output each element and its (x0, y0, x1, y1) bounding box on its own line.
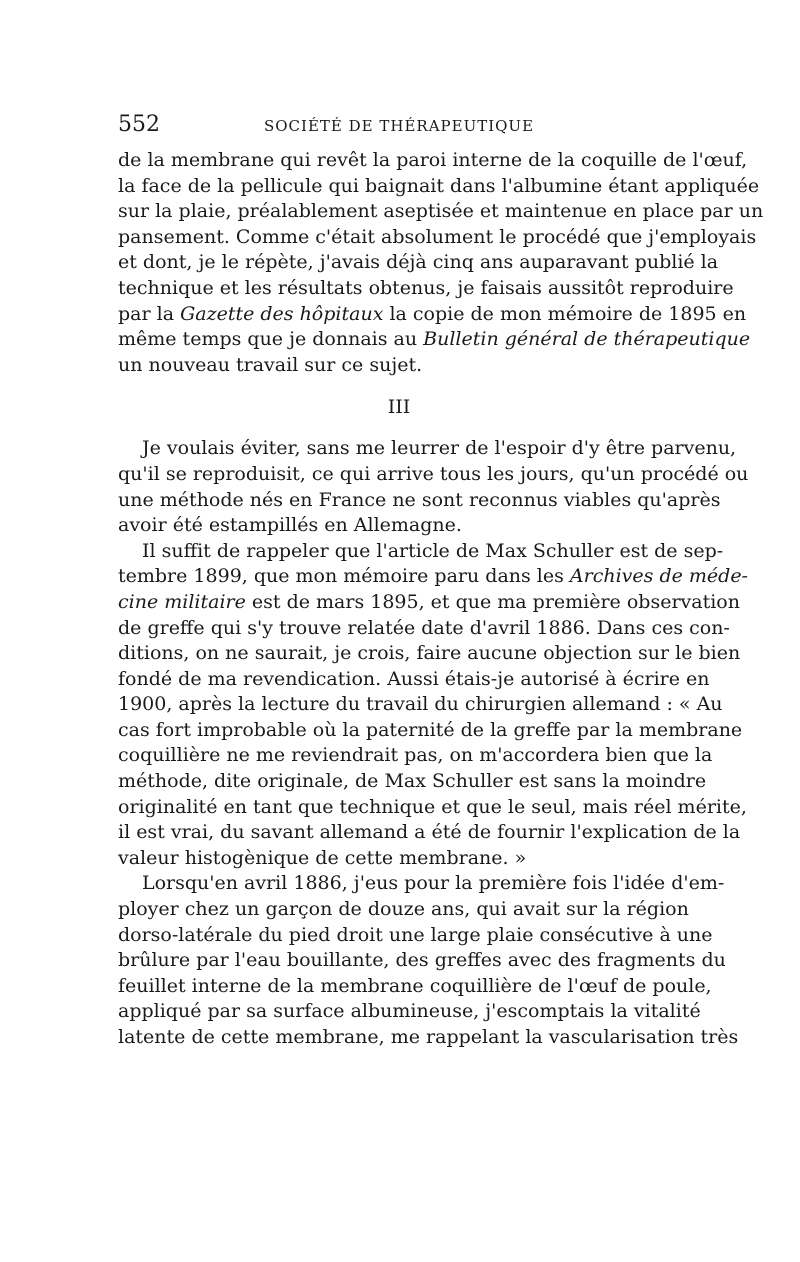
text-line (118, 564, 748, 590)
page-header (118, 112, 680, 142)
text-line (118, 327, 751, 353)
text-line: avoir été estampillés en Allemagne. (118, 514, 462, 537)
text-line: originalité en tant que technique et que le seul, mais réel mérite, (118, 795, 747, 818)
text-line: Lorsqu'en avril 1886, j'eus pour la première fois l'idée d'em- (142, 872, 725, 895)
text-line: dorso-latérale du pied droit une large plaie consécutive à une (118, 923, 713, 946)
journal-title-bulletin: Bulletin général de thérapeutique (423, 328, 751, 351)
text-line (118, 302, 747, 328)
text-segment: même temps que je donnais au (118, 328, 424, 351)
paragraph-4 (118, 871, 739, 1050)
text-line: feuillet interne de la membrane coquillière de l'œuf de poule, (118, 974, 712, 997)
text-line: Il suffit de rappeler que l'article de Max Schuller est de sep- (142, 539, 724, 562)
text-line: pansement. Comme c'était absolument le procédé que j'employais (118, 225, 757, 248)
journal-title-archives-cont: cine militaire (118, 590, 246, 613)
text-line: une méthode nés en France ne sont reconnus viables qu'après (118, 488, 721, 511)
text-line: latente de cette membrane, me rappelant la vascularisation très (118, 1026, 739, 1048)
text-line: qu'il se reproduisit, ce qui arrive tous les jours, qu'un procédé ou (118, 462, 749, 485)
journal-title-archives: Archives de méde- (569, 565, 748, 588)
page-number: 552 (118, 112, 160, 137)
text-line: appliqué par sa surface albumineuse, j'escomptais la vitalité (118, 1000, 701, 1023)
text-line: fondé de ma revendication. Aussi étais-je autorisé à écrire en (118, 667, 710, 690)
text-line: technique et les résultats obtenus, je faisais aussitôt reproduire (118, 276, 734, 299)
text-line: Je voulais éviter, sans me leurrer de l'espoir d'y être parvenu, (142, 437, 737, 460)
text-line: brûlure par l'eau bouillante, des greffes avec des fragments du (118, 949, 726, 972)
text-segment: par la (118, 302, 181, 325)
text-line: coquillière ne me reviendrait pas, on m'accordera bien que la (118, 744, 713, 767)
text-line: 1900, après la lecture du travail du chirurgien allemand : « Au (118, 693, 723, 716)
text-line: il est vrai, du savant allemand a été de fournir l'explication de la (118, 821, 741, 844)
running-head: SOCIÉTÉ DE THÉRAPEUTIQUE (263, 117, 535, 135)
text-segment: tembre 1899, que mon mémoire paru dans les (118, 565, 570, 588)
text-line: valeur histogènique de cette membrane. » (118, 846, 527, 869)
text-line: un nouveau travail sur ce sujet. (118, 353, 423, 376)
text-segment: la copie de mon mémoire de 1895 en (383, 302, 747, 325)
text-line: ditions, on ne saurait, je crois, faire aucune objection sur le bien (118, 642, 741, 665)
text-line: de la membrane qui revêt la paroi interne de la coquille de l'œuf, (118, 149, 748, 171)
text-line: la face de la pellicule qui baignait dans l'albumine étant appliquée (118, 174, 760, 197)
paragraph-1 (118, 148, 764, 378)
text-line (118, 590, 740, 616)
text-segment: est de mars 1895, et que ma première observation (245, 590, 740, 613)
body-text (118, 148, 764, 1051)
section-heading: III (387, 396, 411, 419)
text-line: de greffe qui s'y trouve relatée date d'avril 1886. Dans ces con- (118, 616, 730, 639)
text-line: et dont, je le répète, j'avais déjà cinq ans auparavant publié la (118, 251, 719, 274)
text-line: cas fort improbable où la paternité de la greffe par la membrane (118, 718, 743, 741)
journal-title-gazette: Gazette des hôpitaux (180, 302, 384, 325)
text-line: méthode, dite originale, de Max Schuller est sans la moindre (118, 770, 707, 793)
paragraph-2 (118, 436, 749, 538)
text-line: sur la plaie, préalablement aseptisée et maintenue en place par un (118, 200, 764, 223)
text-line: ployer chez un garçon de douze ans, qui avait sur la région (118, 898, 689, 921)
paragraph-3 (118, 539, 748, 872)
